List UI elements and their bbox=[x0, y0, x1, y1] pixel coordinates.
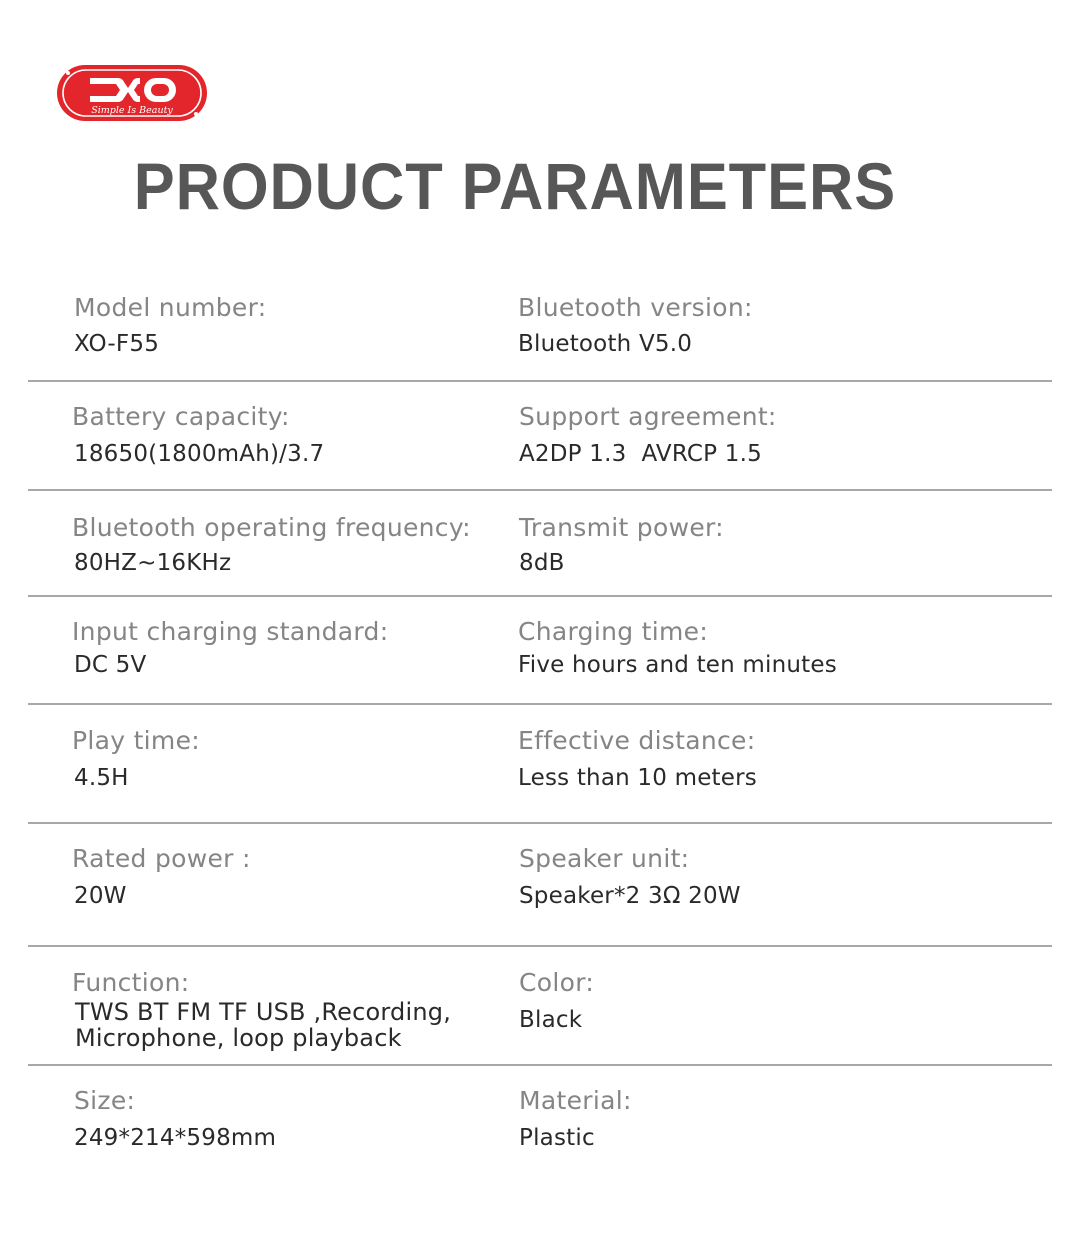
param-bluetooth-version bbox=[518, 293, 753, 357]
param-label: Size: bbox=[74, 1086, 136, 1115]
param-label: Input charging standard: bbox=[72, 617, 389, 646]
param-label: Effective distance: bbox=[518, 726, 756, 755]
param-material bbox=[519, 1086, 632, 1151]
param-support-agreement bbox=[519, 402, 777, 467]
row-divider bbox=[28, 945, 1052, 947]
param-value: Black bbox=[519, 1007, 583, 1033]
param-effective-distance bbox=[518, 726, 757, 791]
param-transmit-power bbox=[519, 513, 724, 576]
param-value: A2DP 1.3 AVRCP 1.5 bbox=[519, 441, 762, 467]
param-input-charging-standard bbox=[72, 617, 388, 678]
param-value bbox=[75, 999, 451, 1051]
param-value: Bluetooth V5.0 bbox=[518, 331, 693, 357]
param-value: XO-F55 bbox=[74, 331, 160, 357]
param-label: Rated power : bbox=[72, 844, 251, 873]
param-value: 18650(1800mAh)/3.7 bbox=[74, 441, 325, 467]
param-function bbox=[72, 968, 451, 1051]
param-model-number bbox=[74, 293, 266, 357]
xo-brand-logo bbox=[56, 64, 208, 122]
param-value: Speaker*2 3Ω 20W bbox=[519, 883, 741, 909]
param-color bbox=[519, 968, 594, 1033]
param-value: 8dB bbox=[519, 550, 565, 576]
param-value: 249*214*598mm bbox=[74, 1125, 277, 1151]
row-divider bbox=[28, 822, 1052, 824]
param-label: Support agreement: bbox=[519, 402, 777, 431]
page-title: PRODUCT PARAMETERS bbox=[133, 149, 897, 223]
param-value: 4.5H bbox=[74, 765, 129, 791]
param-label: Play time: bbox=[72, 726, 200, 755]
row-divider bbox=[28, 1064, 1052, 1066]
param-label: Material: bbox=[519, 1086, 632, 1115]
param-label: Transmit power: bbox=[519, 513, 724, 542]
param-bluetooth-operating-frequency bbox=[72, 513, 471, 576]
param-value: 20W bbox=[74, 883, 127, 909]
param-value: 80HZ~16KHz bbox=[74, 550, 232, 576]
row-divider bbox=[28, 489, 1052, 491]
param-value: Five hours and ten minutes bbox=[518, 652, 837, 678]
param-value: Less than 10 meters bbox=[518, 765, 757, 791]
param-value-line: Microphone, loop playback bbox=[75, 1024, 402, 1052]
row-divider bbox=[28, 380, 1052, 382]
param-battery-capacity bbox=[72, 402, 324, 467]
param-play-time bbox=[72, 726, 200, 791]
param-value-line: TWS BT FM TF USB ,Recording, bbox=[75, 998, 452, 1026]
param-label: Bluetooth operating frequency: bbox=[72, 513, 471, 542]
param-rated-power bbox=[72, 844, 251, 909]
param-label: Bluetooth version: bbox=[518, 293, 753, 322]
param-label: Charging time: bbox=[518, 617, 709, 646]
svg-text:Simple Is Beauty: Simple Is Beauty bbox=[91, 105, 173, 116]
row-divider bbox=[28, 595, 1052, 597]
param-label: Model number: bbox=[74, 293, 267, 322]
param-label: Speaker unit: bbox=[519, 844, 690, 873]
param-value: Plastic bbox=[519, 1125, 595, 1151]
param-label: Battery capacity: bbox=[72, 402, 290, 431]
param-charging-time bbox=[518, 617, 837, 678]
param-label: Color: bbox=[519, 968, 595, 997]
row-divider bbox=[28, 703, 1052, 705]
param-value: DC 5V bbox=[74, 652, 147, 678]
param-label: Function: bbox=[72, 968, 190, 997]
param-size bbox=[74, 1086, 276, 1151]
param-speaker-unit bbox=[519, 844, 741, 909]
